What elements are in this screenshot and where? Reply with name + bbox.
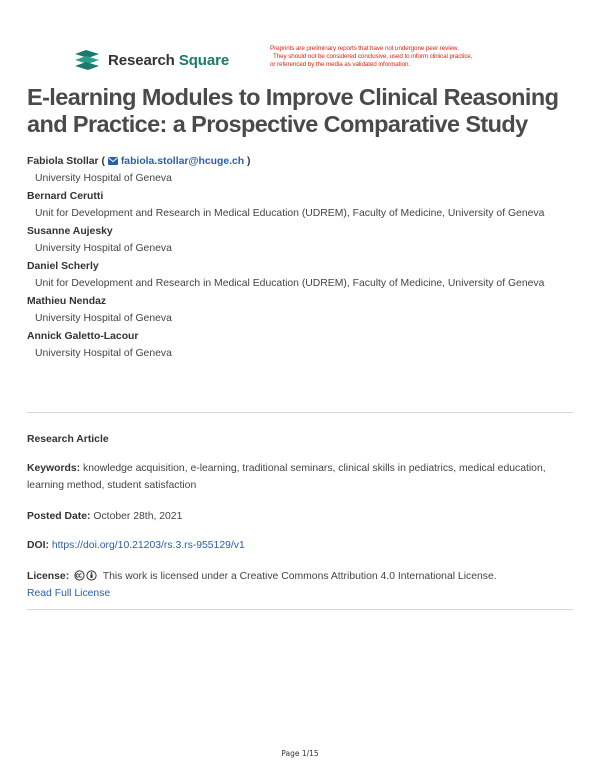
author-email-link[interactable]: fabiola.stollar@hcuge.ch — [108, 156, 244, 167]
author-list — [27, 153, 573, 363]
page-number: Page 1/15 — [281, 749, 319, 758]
paper-title: E-learning Modules to Improve Clinical Reasoning and Practice: a Prospective Comparative Study — [27, 84, 559, 137]
author-name: Mathieu Nendaz — [27, 296, 107, 307]
posted-date-value: October 28th, 2021 — [93, 511, 183, 522]
author-affiliation: Unit for Development and Research in Medical Education (UDREM), Faculty of Medicine, University of Geneva — [35, 208, 545, 219]
author-affiliation: University Hospital of Geneva — [35, 243, 172, 254]
posted-date-label: Posted Date: — [27, 511, 91, 522]
doi-link[interactable]: https://doi.org/10.21203/rs.3.rs-955129/v1 — [51, 540, 245, 551]
read-full-license-link[interactable]: Read Full License — [27, 587, 111, 599]
author-entry — [27, 223, 573, 258]
disclaimer-line: They should not be considered conclusive, used to inform clinical practice, — [273, 53, 473, 61]
author-name: Bernard Cerutti — [27, 191, 104, 202]
author-name: Annick Galetto-Lacour — [27, 331, 139, 342]
brand-name: Research Square — [108, 51, 230, 69]
preprint-disclaimer — [270, 45, 550, 70]
license — [27, 569, 573, 602]
author-affiliation: University Hospital of Geneva — [35, 173, 172, 184]
license-text: This work is licensed under a Creative Commons Attribution 4.0 International License. — [102, 571, 497, 582]
author-name: Daniel Scherly — [27, 261, 99, 272]
author-entry — [27, 328, 573, 363]
author-name: Susanne Aujesky — [27, 226, 113, 237]
keywords — [27, 461, 573, 494]
author-affiliation: University Hospital of Geneva — [35, 348, 172, 359]
posted-date — [27, 509, 573, 526]
disclaimer-line: or referenced by the media as validated information. — [270, 61, 411, 69]
author-entry — [27, 153, 573, 188]
author-entry — [27, 293, 573, 328]
author-affiliation: University Hospital of Geneva — [35, 313, 172, 324]
research-square-logo-icon — [73, 48, 101, 72]
section-divider — [27, 412, 573, 413]
envelope-icon — [108, 157, 118, 165]
keywords-label: Keywords: — [27, 463, 81, 474]
doi — [27, 538, 573, 555]
doi-label: DOI: — [27, 540, 49, 551]
keywords-value: knowledge acquisition, e-learning, traditional seminars, clinical skills in pediatrics, medical education, learning method, student satisfaction — [27, 463, 546, 491]
section-divider — [27, 609, 573, 610]
author-entry — [27, 188, 573, 223]
research-square-logo[interactable] — [73, 47, 229, 73]
author-entry — [27, 258, 573, 293]
article-type: Research Article — [27, 434, 109, 445]
license-label: License: — [27, 571, 70, 582]
author-affiliation: Unit for Development and Research in Medical Education (UDREM), Faculty of Medicine, University of Geneva — [35, 278, 545, 289]
creative-commons-icon — [74, 570, 98, 581]
author-name: Fabiola Stollar ( fabiola.stollar@hcuge.ch ) — [27, 156, 251, 167]
disclaimer-line: Preprints are preliminary reports that have not undergone peer review. — [270, 45, 459, 52]
